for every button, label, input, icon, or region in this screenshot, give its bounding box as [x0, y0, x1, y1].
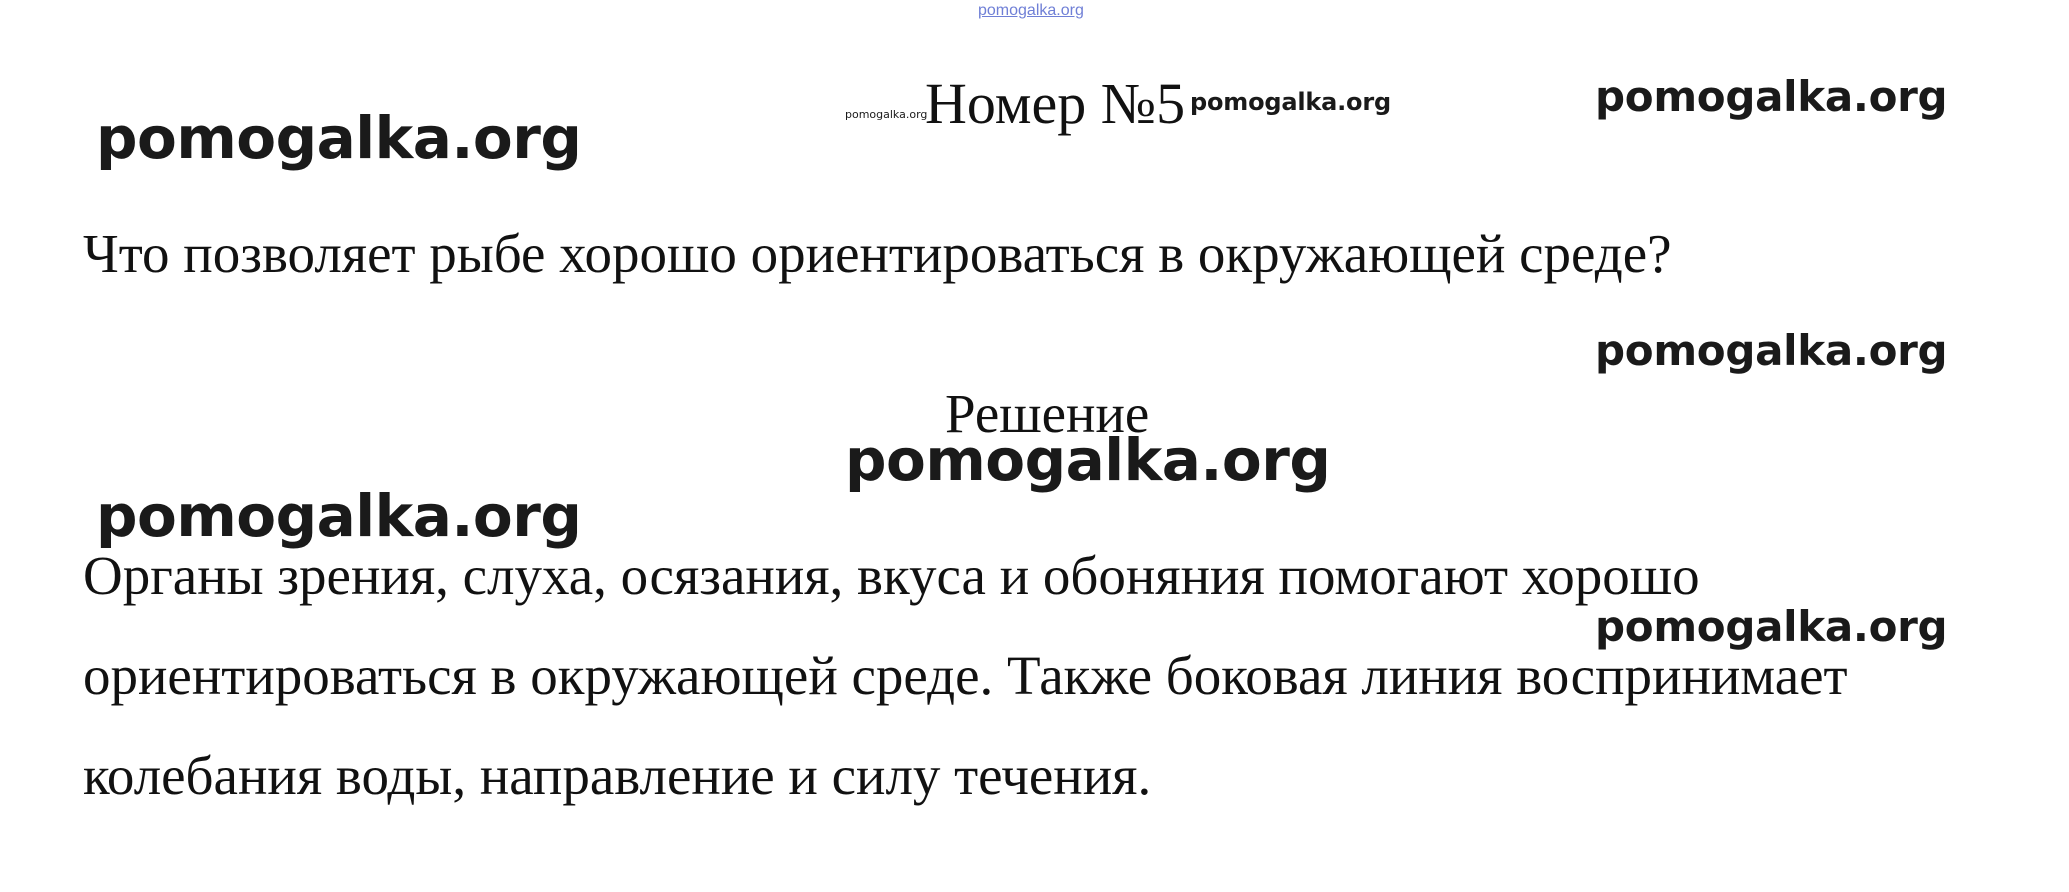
- watermark-center: pomogalka.org: [845, 426, 1331, 494]
- watermark-right-middle: pomogalka.org: [1595, 326, 1948, 375]
- question-text: Что позволяет рыбе хорошо ориентироваться в окружающей среде?: [83, 223, 1672, 284]
- watermark-right-lower: pomogalka.org: [1595, 602, 1948, 651]
- answer-line-2: ориентироваться в окружающей среде. Также боковая линия воспринимает: [83, 645, 1848, 706]
- watermark-title-right: pomogalka.org: [1190, 88, 1391, 116]
- page-title: Номер №5: [925, 71, 1186, 136]
- answer-text: [83, 540, 2063, 840]
- watermark-left-top: pomogalka.org: [96, 104, 582, 172]
- watermark-left-middle: pomogalka.org: [96, 482, 582, 550]
- watermark-top-link[interactable]: pomogalka.org: [978, 2, 1084, 19]
- watermark-top-right: pomogalka.org: [1595, 72, 1948, 121]
- watermark-tiny: pomogalka.org: [845, 108, 928, 121]
- solution-heading: Решение: [945, 383, 1150, 444]
- answer-line-1: Органы зрения, слуха, осязания, вкуса и обоняния помогают хорошо: [83, 545, 1700, 606]
- answer-line-3: колебания воды, направление и силу течения.: [83, 745, 1152, 806]
